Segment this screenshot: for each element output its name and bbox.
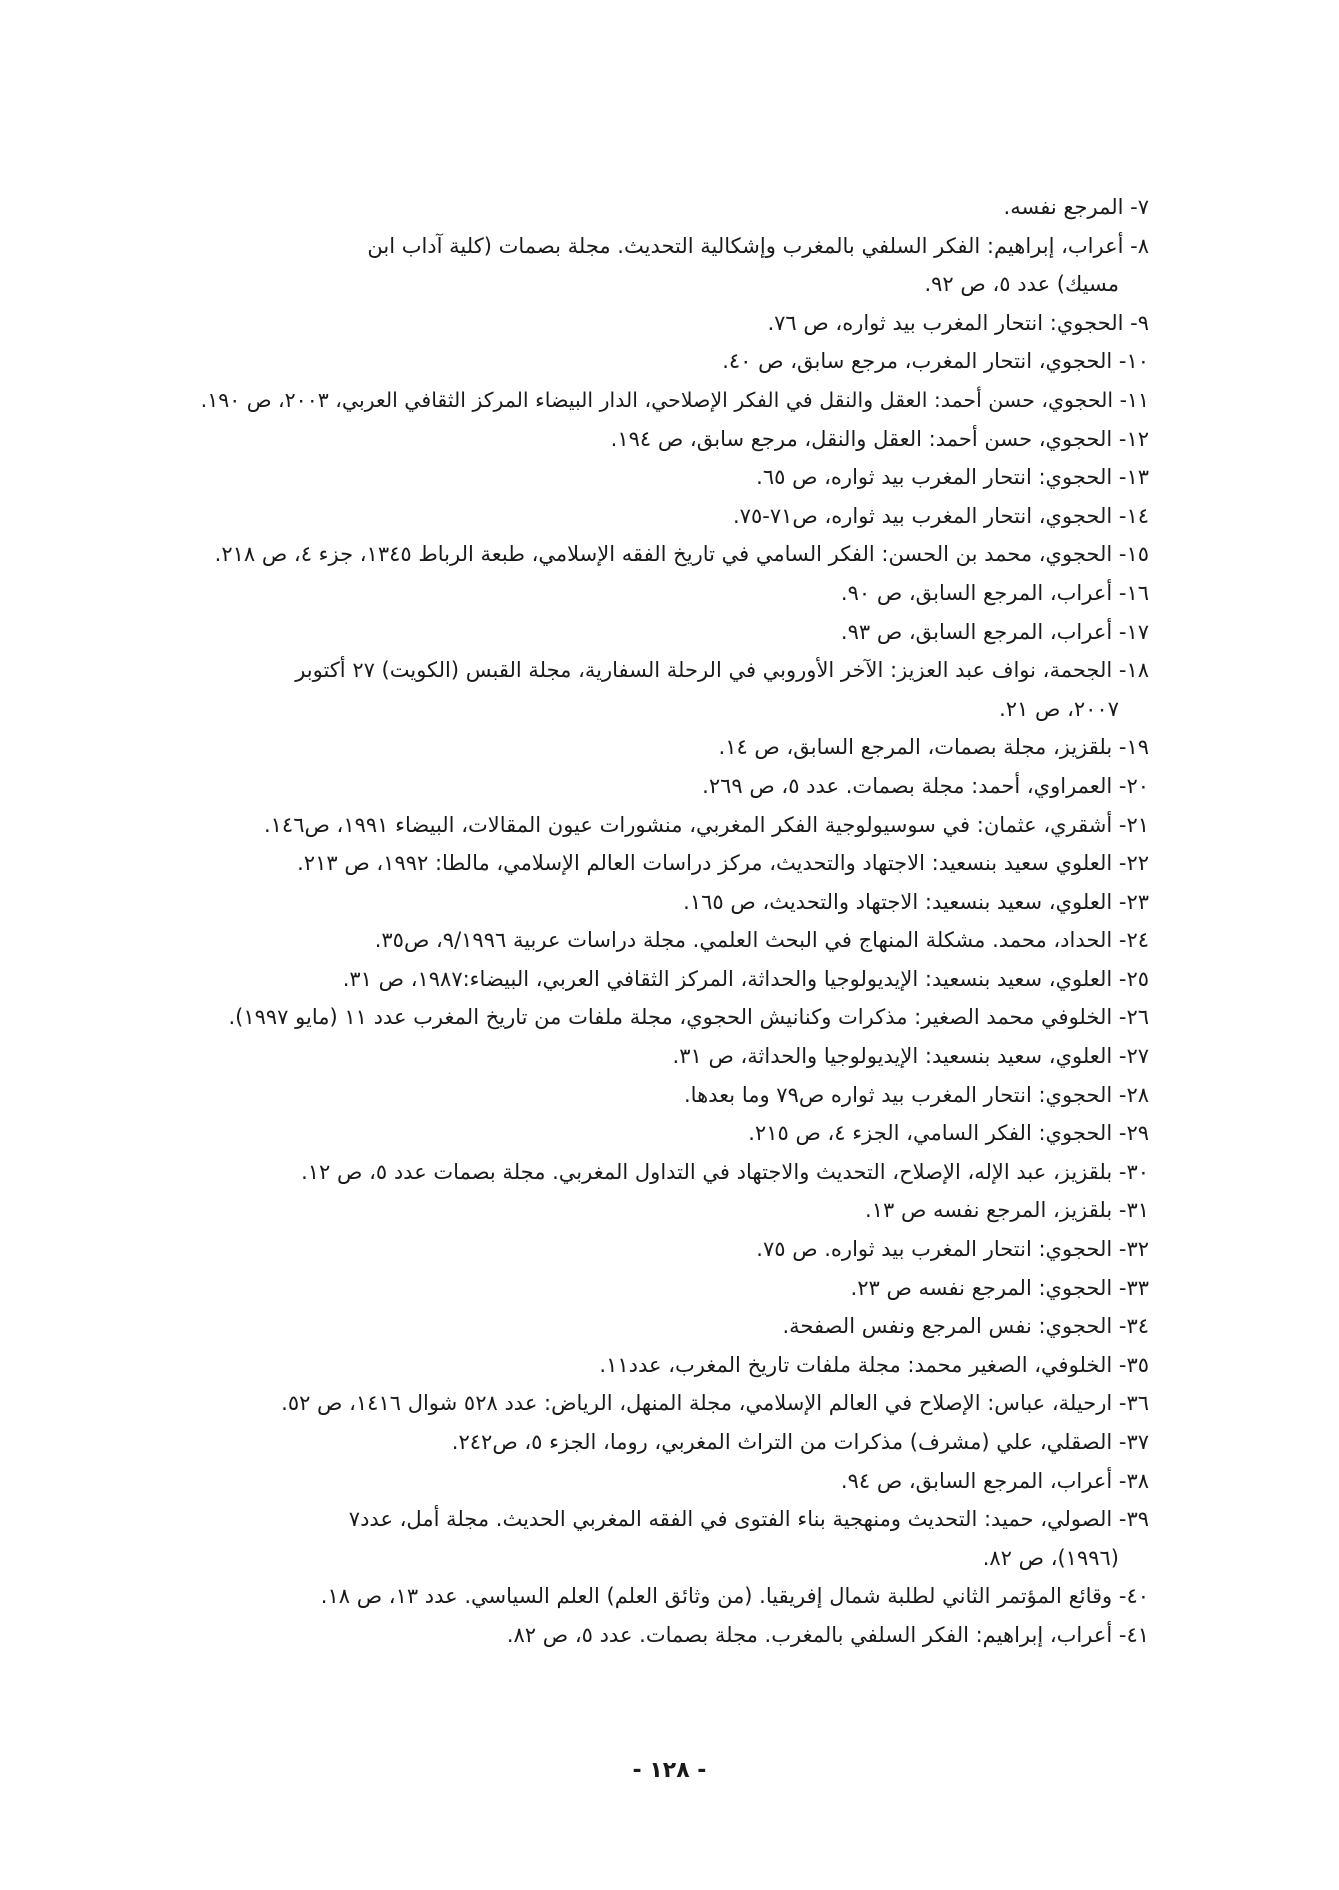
footnote-entry: ٣١- بلقزيز، المرجع نفسه ص ١٣. — [865, 1198, 1149, 1223]
footnote-entry: ٣٧- الصقلي، علي (مشرف) مذكرات من التراث المغربي، روما، الجزء ٥، ص٢٤٢. — [451, 1430, 1149, 1454]
footnote-entry: ٧- المرجع نفسه. — [1003, 195, 1149, 219]
footnote-entry: ٣٣- الحجوي: المرجع نفسه ص ٢٣. — [850, 1275, 1149, 1300]
footnote-entry: ٣٤- الحجوي: نفس المرجع ونفس الصفحة. — [782, 1314, 1149, 1339]
footnote-continuation: (١٩٩٦)، ص ٨٢. — [982, 1545, 1119, 1570]
footnote-entry: ١٨- الجحمة، نواف عبد العزيز: الآخر الأوروبي في الرحلة السفارية، مجلة القبس (الكويت) ٢٧ أكتوبر — [295, 658, 1149, 683]
footnote-entry: ٣٦- ارحيلة، عباس: الإصلاح في العالم الإسلامي، مجلة المنهل، الرياض: عدد ٥٢٨ شوال ١٤١٦، ص ٥٢. — [281, 1391, 1149, 1416]
footnote-entry: ٢٥- العلوي، سعيد بنسعيد: الإيديولوجيا والحداثة، المركز الثقافي العربي، البيضاء:١٩٨٧، ص ٣١. — [342, 966, 1149, 991]
footnote-entry: ٢٢- العلوي سعيد بنسعيد: الاجتهاد والتحديث، مركز دراسات العالم الإسلامي، مالطا: ١٩٩٢، ص ٢١٣. — [297, 851, 1149, 876]
footnote-entry: ١٢- الحجوي، حسن أحمد: العقل والنقل، مرجع سابق، ص ١٩٤. — [610, 426, 1149, 451]
footnote-entry: ١١- الحجوي، حسن أحمد: العقل والنقل في الفكر الإصلاحي، الدار البيضاء المركز الثقافي العربي، ٢٠٠٣، ص ١٩٠. — [200, 387, 1149, 412]
footnote-entry: ٤٠- وقائع المؤتمر الثاني لطلبة شمال إفريقيا. (من وثائق العلم) العلم السياسي. عدد ١٣، ص ١٨. — [320, 1584, 1149, 1609]
footnote-entry: ٣٥- الخلوفي، الصغير محمد: مجلة ملفات تاريخ المغرب، عدد١١. — [599, 1352, 1149, 1377]
footnote-entry: ١٩- بلقزيز، مجلة بصمات، المرجع السابق، ص ١٤. — [718, 735, 1149, 760]
footnote-entry: ١٠- الحجوي، انتحار المغرب، مرجع سابق، ص ٤٠. — [722, 349, 1149, 374]
footnote-entry: ٣٠- بلقزيز، عبد الإله، الإصلاح، التحديث والاجتهاد في التداول المغربي. مجلة بصمات عدد ٥، ص ١٢. — [301, 1159, 1149, 1184]
footnote-entry: ٢١- أشقري، عثمان: في سوسيولوجية الفكر المغربي، منشورات عيون المقالات، البيضاء ١٩٩١، ص١٤٦. — [263, 812, 1149, 837]
footnote-entry: ٢٠- العمراوي، أحمد: مجلة بصمات. عدد ٥، ص ٢٦٩. — [702, 773, 1149, 798]
footnote-entry: ١٤- الحجوي، انتحار المغرب بيد ثواره، ص٧١-٧٥. — [732, 503, 1149, 528]
footnote-entry: ٢٤- الحداد، محمد. مشكلة المنهاج في البحث العلمي. مجلة دراسات عربية ٩/١٩٩٦، ص٣٥. — [374, 928, 1149, 953]
footnote-entry: ٣٩- الصولي، حميد: التحديث ومنهجية بناء الفتوى في الفقه المغربي الحديث. مجلة أمل، عدد٧ — [348, 1507, 1149, 1532]
footnote-entry: ١٦- أعراب، المرجع السابق، ص ٩٠. — [840, 580, 1149, 605]
footnote-entry: ١٥- الحجوي، محمد بن الحسن: الفكر السامي في تاريخ الفقه الإسلامي، طبعة الرباط ١٣٤٥، جزء ٤، ص ٢١٨. — [214, 542, 1149, 567]
footnote-entry: ٣٢- الحجوي: انتحار المغرب بيد ثواره. ص ٧٥. — [756, 1237, 1149, 1262]
endnotes-list — [189, 188, 1149, 1655]
footnote-entry: ٢٨- الحجوي: انتحار المغرب بيد ثواره ص٧٩ وما بعدها. — [684, 1082, 1149, 1107]
footnote-entry: ١٧- أعراب، المرجع السابق، ص ٩٣. — [840, 619, 1149, 644]
footnote-continuation: ٢٠٠٧، ص ٢١. — [999, 696, 1119, 721]
footnote-entry: ٢٩- الحجوي: الفكر السامي، الجزء ٤، ص ٢١٥. — [748, 1121, 1149, 1146]
page-number: - ١٢٨ - — [632, 1758, 707, 1783]
footnote-entry: ٤١- أعراب، إبراهيم: الفكر السلفي بالمغرب. مجلة بصمات. عدد ٥، ص ٨٢. — [506, 1622, 1149, 1647]
footnote-entry: ٨- أعراب، إبراهيم: الفكر السلفي بالمغرب وإشكالية التحديث. مجلة بصمات (كلية آداب ابن — [367, 233, 1149, 258]
footnote-entry: ٢٣- العلوي، سعيد بنسعيد: الاجتهاد والتحديث، ص ١٦٥. — [683, 889, 1149, 914]
footnote-entry: ٢٧- العلوي، سعيد بنسعيد: الإيديولوجيا والحداثة، ص ٣١. — [672, 1044, 1149, 1069]
footnote-entry: ٩- الحجوي: انتحار المغرب بيد ثواره، ص ٧٦. — [767, 310, 1149, 335]
footnote-entry: ٣٨- أعراب، المرجع السابق، ص ٩٤. — [840, 1468, 1149, 1493]
footnote-continuation: مسيك) عدد ٥، ص ٩٢. — [924, 272, 1119, 297]
footnote-entry: ٢٦- الخلوفي محمد الصغير: مذكرات وكنانيش الحجوي، مجلة ملفات من تاريخ المغرب عدد ١١ (مايو ١٩٩٧). — [228, 1005, 1149, 1030]
footnote-entry: ١٣- الحجوي: انتحار المغرب بيد ثواره، ص ٦٥. — [756, 465, 1149, 490]
